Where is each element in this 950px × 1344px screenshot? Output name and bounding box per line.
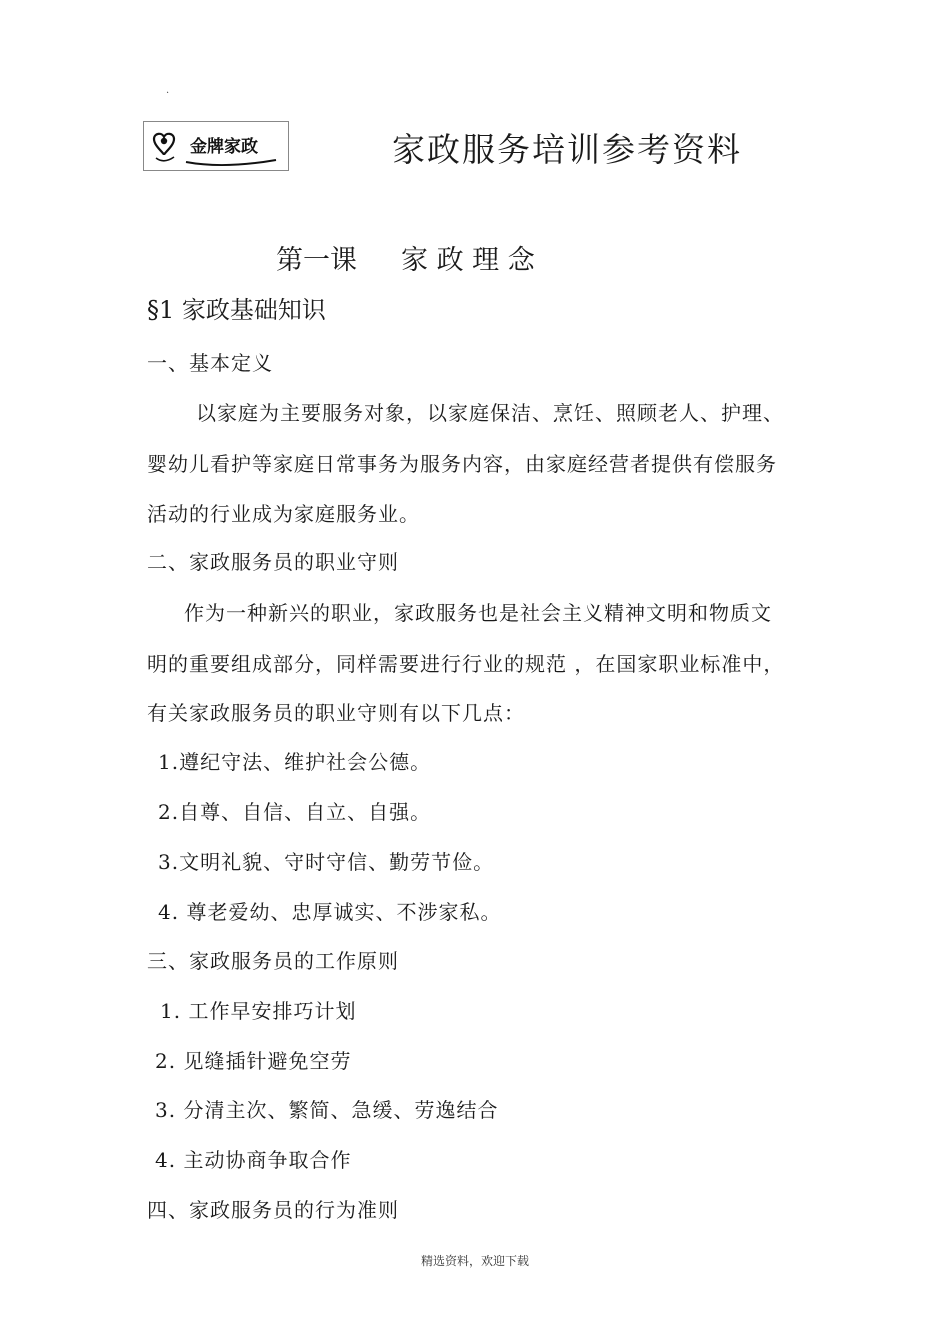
list-item-principle: 1. 工作早安排巧计划 [160,999,357,1023]
document-title: 家政服务培训参考资料 [392,130,742,169]
list-item-rule: 2.自尊、自信、自立、自强。 [158,800,432,824]
paragraph-definition-line: 活动的行业成为家庭服务业。 [147,502,420,526]
paragraph-definition-line: 婴幼儿看护等家庭日常事务为服务内容，由家庭经营者提供有偿服务 [147,452,777,476]
paragraph-definition-line: 以家庭为主要服务对象，以家庭保洁、烹饪、照顾老人、护理、 [196,401,784,425]
heading-professional-code: 二、家政服务员的职业守则 [147,550,399,574]
corner-dot: · [166,88,170,99]
heading-conduct-rules: 四、家政服务员的行为准则 [147,1198,399,1222]
lesson-number: 第一课 [276,245,357,276]
logo-emblem-icon [144,122,288,170]
list-item-principle: 2. 见缝插针避免空劳 [155,1049,352,1073]
page-footer: 精选资料，欢迎下载 [420,1254,529,1268]
heading-basic-definition: 一、基本定义 [147,351,273,375]
list-item-rule: 1.遵纪守法、维护社会公德。 [158,750,432,774]
section-title: §1 家政基础知识 [147,296,326,324]
lesson-title [276,238,535,277]
list-item-principle: 3. 分清主次、繁简、急缓、劳逸结合 [155,1098,499,1122]
lesson-name: 家 政 理 念 [401,245,535,276]
list-item-rule: 3.文明礼貌、守时守信、勤劳节俭。 [158,850,495,874]
paragraph-code-line: 明的重要组成部分，同样需要进行行业的规范 ，在国家职业标准中， [147,652,785,676]
company-logo [143,121,289,171]
svg-text:金牌家政: 金牌家政 [190,137,258,157]
heading-work-principles: 三、家政服务员的工作原则 [147,949,399,973]
list-item-rule: 4. 尊老爱幼、忠厚诚实、不涉家私。 [158,900,502,924]
paragraph-code-line: 作为一种新兴的职业，家政服务也是社会主义精神文明和物质文 [184,601,772,625]
paragraph-code-line: 有关家政服务员的职业守则有以下几点： [147,701,525,725]
list-item-principle: 4. 主动协商争取合作 [155,1148,352,1172]
